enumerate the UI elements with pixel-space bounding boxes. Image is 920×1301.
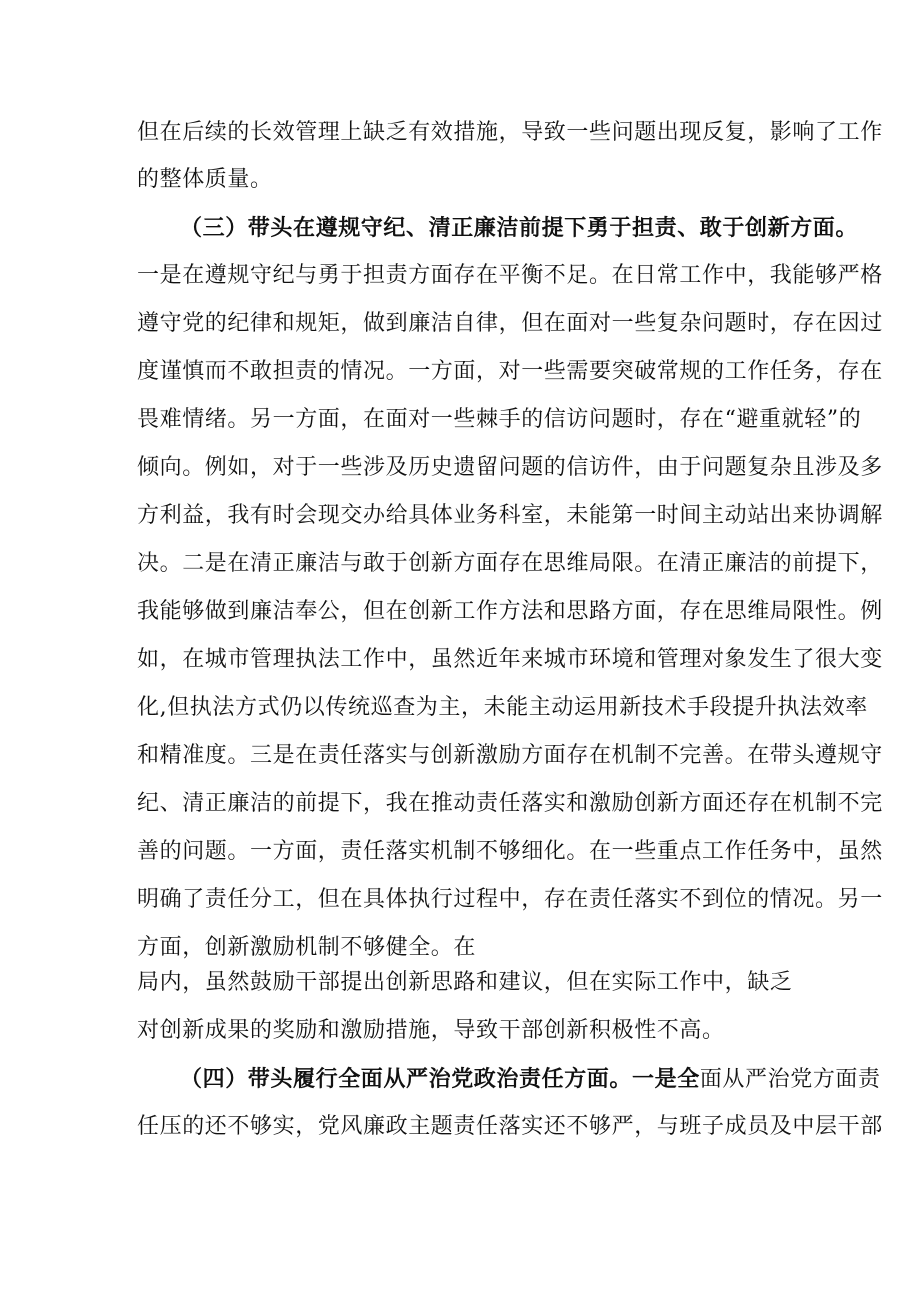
text-line: 任压的还不够实，党风廉政主题责任落实还不够严，与班子成员及中层干部 bbox=[137, 1114, 883, 1139]
text-line: 方面，创新激励机制不够健全。在 bbox=[137, 935, 477, 960]
text-line: 我能够做到廉洁奉公，但在创新工作方法和思路方面，存在思维局限性。例 bbox=[137, 599, 883, 624]
section-4-heading: （四）带头履行全面从严治党政治责任方面。一是全 bbox=[180, 1066, 700, 1092]
text-line: 纪、清正廉洁的前提下，我在推动责任落实和激励创新方面还存在机制不完 bbox=[137, 791, 883, 816]
text-line: 方利益，我有时会现交办给具体业务科室，未能第一时间主动站出来协调解 bbox=[137, 503, 883, 528]
text-line: 决。二是在清正廉洁与敢于创新方面存在思维局限。在清正廉洁的前提下， bbox=[137, 551, 883, 576]
text-line: 的整体质量。 bbox=[137, 167, 273, 192]
text-line: 但在后续的长效管理上缺乏有效措施，导致一些问题出现反复，影响了工作 bbox=[137, 120, 883, 145]
text-line: 善的问题。一方面，责任落实机制不够细化。在一些重点工作任务中，虽然 bbox=[137, 839, 883, 864]
text-line: 如，在城市管理执法工作中，虽然近年来城市环境和管理对象发生了很大变 bbox=[137, 647, 883, 672]
text-line: 遵守党的纪律和规矩，做到廉洁自律，但在面对一些复杂问题时，存在因过 bbox=[137, 311, 883, 336]
section-4-text: 面从严治党方面责 bbox=[699, 1067, 881, 1092]
text-line: 明确了责任分工，但在具体执行过程中，存在责任落实不到位的情况。另一 bbox=[137, 887, 883, 912]
text-line: 一是在遵规守纪与勇于担责方面存在平衡不足。在日常工作中，我能够严格 bbox=[137, 263, 883, 288]
section-3-heading: （三）带头在遵规守纪、清正廉洁前提下勇于担责、敢于创新方面。 bbox=[180, 215, 859, 241]
text-line: 倾向。例如，对于一些涉及历史遗留问题的信访件，由于问题复杂且涉及多 bbox=[137, 455, 883, 480]
text-line: 化,但执法方式仍以传统巡查为主，未能主动运用新技术手段提升执法效率 bbox=[137, 695, 868, 720]
text-line: 畏难情绪。另一方面，在面对一些棘手的信访问题时，存在“避重就轻”的 bbox=[137, 407, 862, 432]
text-line: 对创新成果的奖励和激励措施，导致干部创新积极性不高。 bbox=[137, 1018, 725, 1043]
text-line: 度谨慎而不敢担责的情况。一方面，对一些需要突破常规的工作任务，存在 bbox=[137, 359, 883, 384]
text-line: 和精准度。三是在责任落实与创新激励方面存在机制不完善。在带头遵规守 bbox=[137, 743, 883, 768]
text-line: 局内，虽然鼓励干部提出创新思路和建议，但在实际工作中，缺乏 bbox=[137, 970, 793, 995]
section-4-first-line bbox=[180, 1064, 881, 1095]
